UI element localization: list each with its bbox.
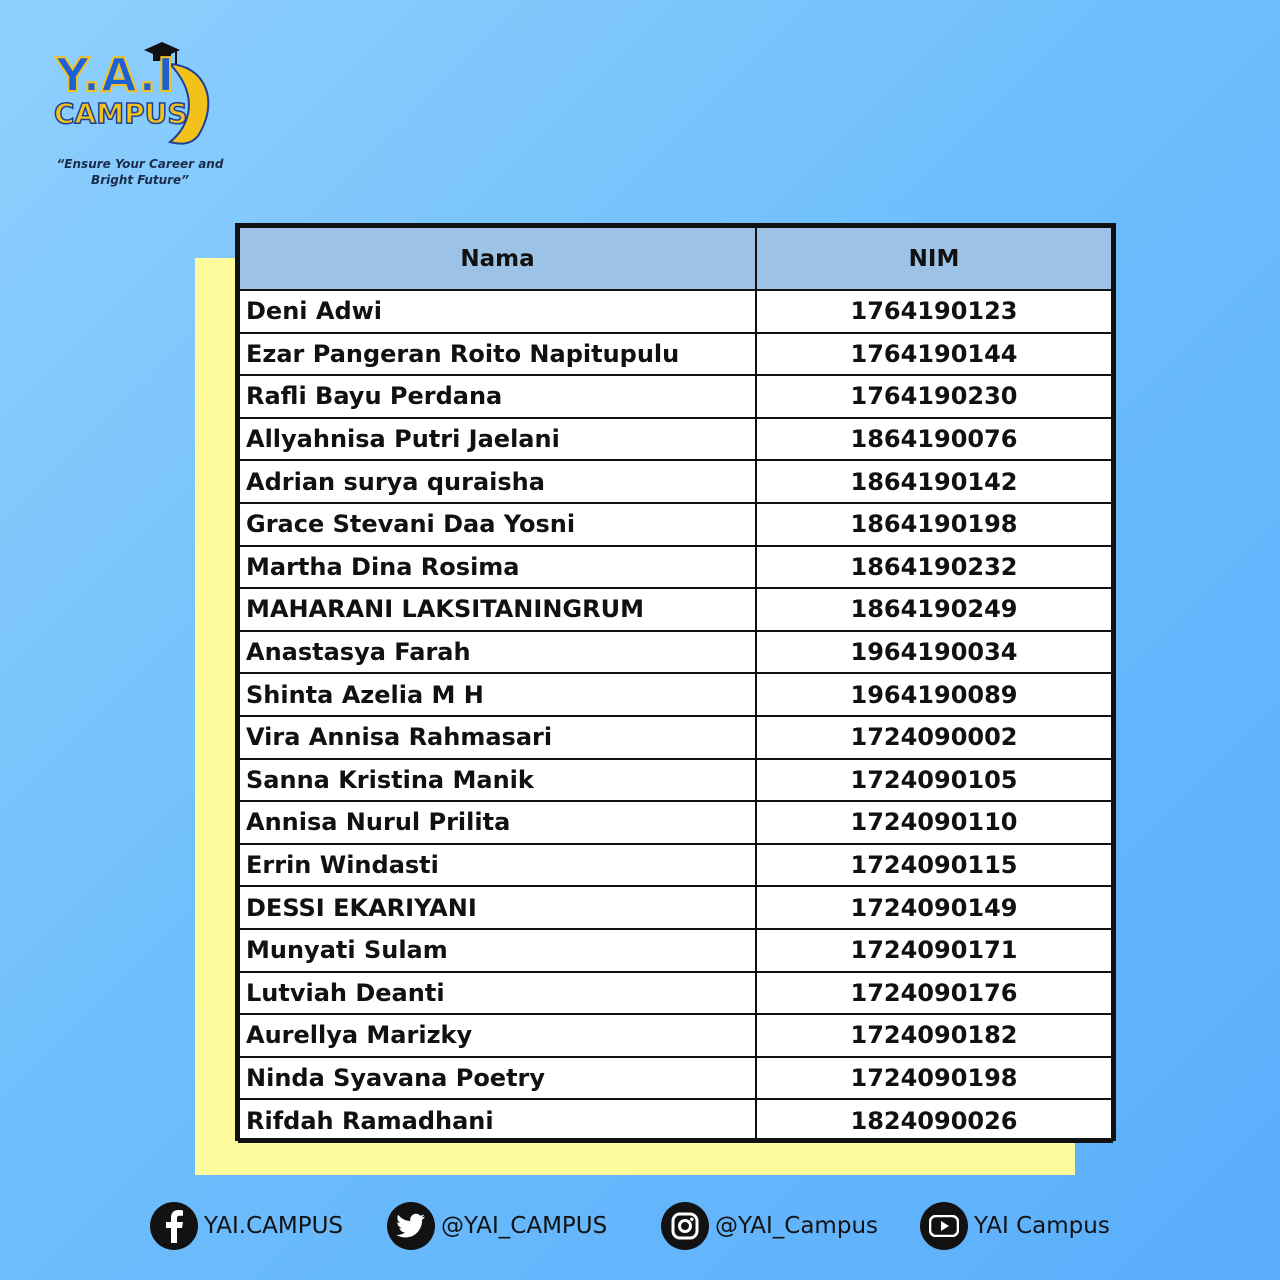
youtube-link[interactable] <box>920 1200 1110 1252</box>
row-name: Annisa Nurul Prilita <box>239 801 756 844</box>
table-row <box>239 1014 1112 1057</box>
table-row <box>239 673 1112 716</box>
row-nim: 1724090105 <box>756 759 1112 802</box>
row-name: Martha Dina Rosima <box>239 546 756 589</box>
row-name: Grace Stevani Daa Yosni <box>239 503 756 546</box>
header-nama: Nama <box>239 227 756 290</box>
row-nim: 1724090198 <box>756 1057 1112 1100</box>
table-row <box>239 503 1112 546</box>
instagram-link[interactable] <box>661 1200 878 1252</box>
table-row <box>239 1099 1112 1142</box>
tagline-line-1: “Ensure Your Career and <box>56 157 224 171</box>
table-row <box>239 418 1112 461</box>
row-name: Ezar Pangeran Roito Napitupulu <box>239 333 756 376</box>
twitter-handle: @YAI_CAMPUS <box>441 1213 608 1239</box>
row-nim: 1724090182 <box>756 1014 1112 1057</box>
table-header-row <box>239 227 1112 290</box>
row-nim: 1724090176 <box>756 972 1112 1015</box>
row-nim: 1864190198 <box>756 503 1112 546</box>
row-nim: 1764190144 <box>756 333 1112 376</box>
row-nim: 1724090149 <box>756 886 1112 929</box>
row-name: Deni Adwi <box>239 290 756 333</box>
tagline-line-2: Bright Future” <box>91 173 189 187</box>
table-row <box>239 375 1112 418</box>
table-row <box>239 1057 1112 1100</box>
row-nim: 1964190034 <box>756 631 1112 674</box>
yai-campus-logo <box>50 38 230 198</box>
student-table-grid <box>238 226 1113 1143</box>
row-name: Shinta Azelia M H <box>239 673 756 716</box>
table-row <box>239 460 1112 503</box>
row-nim: 1864190249 <box>756 588 1112 631</box>
table-row <box>239 546 1112 589</box>
table-row <box>239 631 1112 674</box>
twitter-link[interactable] <box>387 1200 607 1252</box>
row-nim: 1764190123 <box>756 290 1112 333</box>
row-nim: 1864190232 <box>756 546 1112 589</box>
row-nim: 1724090171 <box>756 929 1112 972</box>
row-nim: 1964190089 <box>756 673 1112 716</box>
row-nim: 1764190230 <box>756 375 1112 418</box>
row-nim: 1864190142 <box>756 460 1112 503</box>
table-row <box>239 929 1112 972</box>
table-row <box>239 972 1112 1015</box>
row-nim: 1724090115 <box>756 844 1112 887</box>
logo-tagline <box>50 156 230 188</box>
logo-brand-bottom: CAMPUS <box>54 97 188 130</box>
row-nim: 1864190076 <box>756 418 1112 461</box>
facebook-link[interactable] <box>150 1200 343 1252</box>
header-nim: NIM <box>756 227 1112 290</box>
row-name: Rifdah Ramadhani <box>239 1099 756 1142</box>
row-name: Rafli Bayu Perdana <box>239 375 756 418</box>
row-nim: 1724090002 <box>756 716 1112 759</box>
table-row <box>239 844 1112 887</box>
row-nim: 1724090110 <box>756 801 1112 844</box>
student-table <box>235 223 1116 1141</box>
table-row <box>239 290 1112 333</box>
row-name: Adrian surya quraisha <box>239 460 756 503</box>
table-row <box>239 588 1112 631</box>
row-name: Munyati Sulam <box>239 929 756 972</box>
row-nim: 1824090026 <box>756 1099 1112 1142</box>
row-name: Ninda Syavana Poetry <box>239 1057 756 1100</box>
twitter-icon <box>387 1202 435 1250</box>
table-row <box>239 886 1112 929</box>
logo-brand-top: Y.A.I <box>56 48 176 102</box>
table-row <box>239 333 1112 376</box>
row-name: Allyahnisa Putri Jaelani <box>239 418 756 461</box>
row-name: Errin Windasti <box>239 844 756 887</box>
youtube-handle: YAI Campus <box>974 1213 1110 1239</box>
table-row <box>239 801 1112 844</box>
row-name: Vira Annisa Rahmasari <box>239 716 756 759</box>
row-name: MAHARANI LAKSITANINGRUM <box>239 588 756 631</box>
row-name: Sanna Kristina Manik <box>239 759 756 802</box>
row-name: DESSI EKARIYANI <box>239 886 756 929</box>
social-footer <box>0 1200 1280 1252</box>
row-name: Lutviah Deanti <box>239 972 756 1015</box>
youtube-icon <box>920 1202 968 1250</box>
row-name: Anastasya Farah <box>239 631 756 674</box>
instagram-handle: @YAI_Campus <box>715 1213 878 1239</box>
table-row <box>239 759 1112 802</box>
table-row <box>239 716 1112 759</box>
facebook-handle: YAI.CAMPUS <box>204 1213 344 1239</box>
instagram-icon <box>661 1202 709 1250</box>
row-name: Aurellya Marizky <box>239 1014 756 1057</box>
facebook-icon <box>150 1202 198 1250</box>
